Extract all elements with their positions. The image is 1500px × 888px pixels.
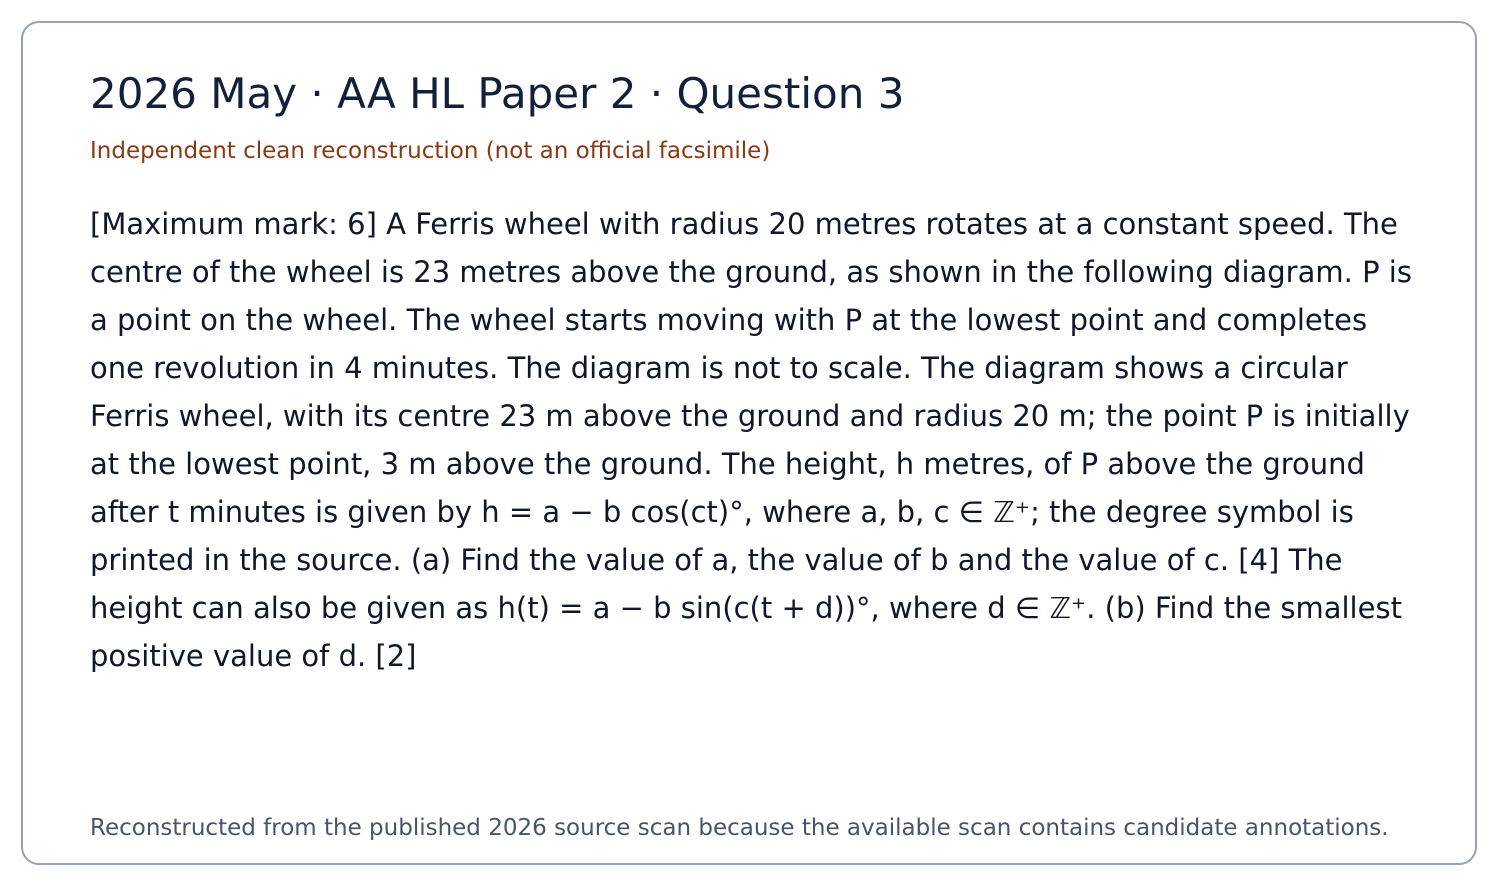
question-text: [Maximum mark: 6] A Ferris wheel with radius 20 metres rotates at a constant speed. The centre of the wheel is 23 metres above the ground, as shown in the following diagram. P is a point on the wheel. The wheel starts moving with P at the lowest point and completes one revolution in 4 minutes. The diagram is not to scale. The diagram shows a circular Ferris wheel, with its centre 23 m above the ground and radius 20 m; the point P is initially at the lowest point, 3 m above the ground. The height, h metres, of P above the ground after t minutes is given by h = a − b cos(ct)°, where a, b, c ∈ ℤ⁺; the degree symbol is printed in the source. (a) Find the value of a, the value of b and the value of c. [4] The height can also be given as h(t) = a − b sin(c(t + d))°, where d ∈ ℤ⁺. (b) Find the smallest positive value of d. [2] [90,207,1412,673]
page-title: 2026 May · AA HL Paper 2 · Question 3 [90,69,905,118]
reconstruction-notice: Independent clean reconstruction (not an official facsimile) [90,138,771,164]
source-note: Reconstructed from the published 2026 source scan because the available scan contains candidate annotations. [90,815,1389,841]
